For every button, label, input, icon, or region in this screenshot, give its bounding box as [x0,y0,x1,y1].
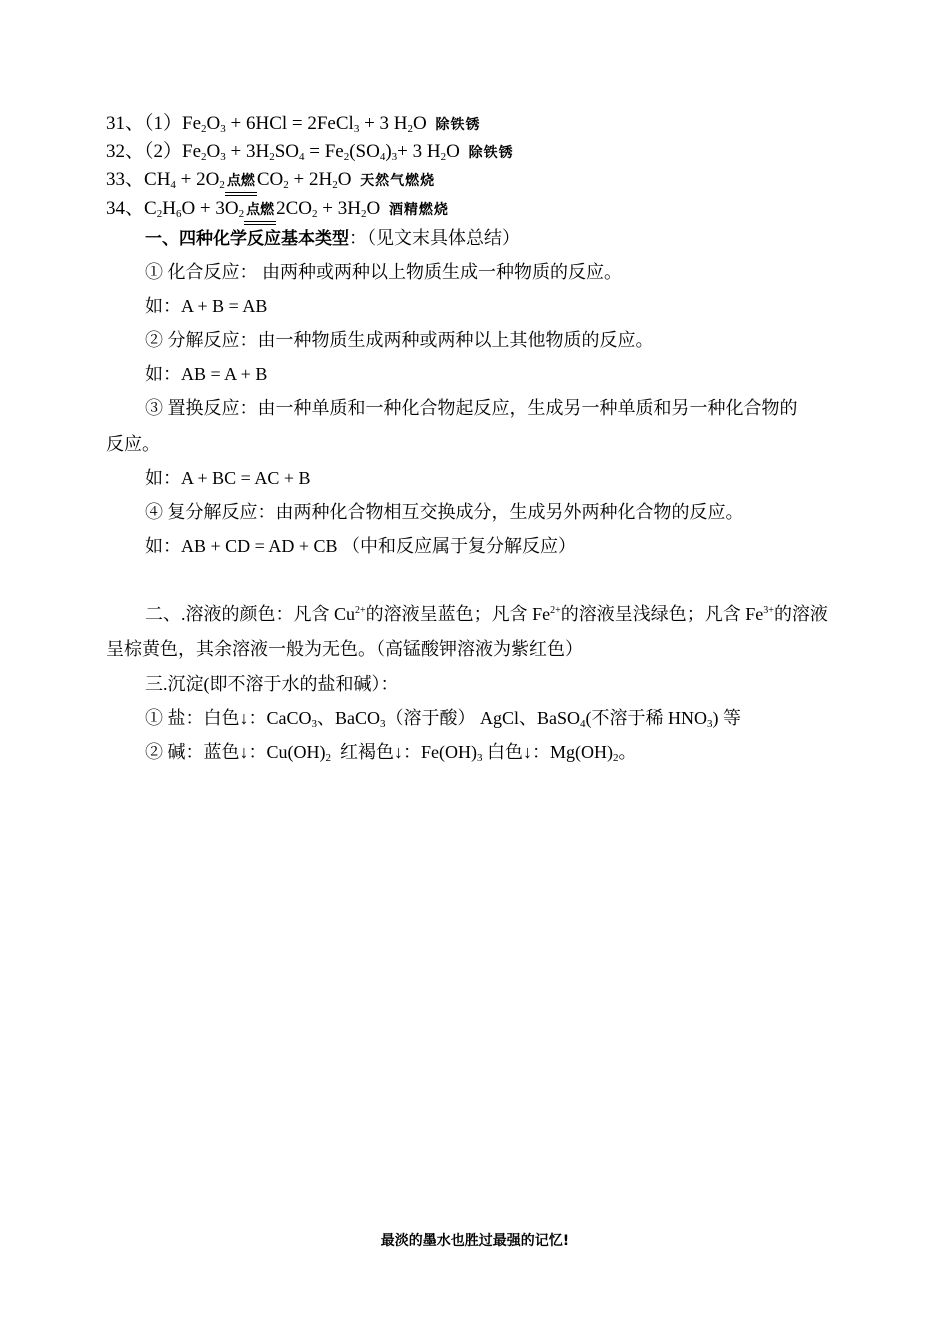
reaction-combination-example: 如：A + B = AB [145,296,268,316]
solution-colors: 二、.溶液的颜色：凡含 $Cu^{2+}$的溶液呈蓝色；凡含 $Fe^{2+}$的溶液呈浅绿色；凡含 $Fe^{3+}$的溶液 [145,604,828,624]
equation-34: 34、$C_2H_6O + 3O_2$ 点燃 $2CO_2 + 3H_2O$ 酒精燃烧 [106,198,449,220]
equation-note: 酒精燃烧 [388,202,449,218]
equation-note: 天然气燃烧 [360,173,436,189]
reaction-condition: 点燃 [225,170,257,192]
reaction-double-decomposition-example: 如：AB + CD = AD + CB （中和反应属于复分解反应） [145,536,576,556]
precipitate-bases: ② 碱：蓝色↓：$Cu(OH)_2$ 红褐色↓：$Fe(OH)_3$ 白色↓：$Mg(OH)_2$。 [145,742,637,764]
footer-motto: 最淡的墨水也胜过最强的记忆! [380,1233,570,1249]
reaction-combination: ① 化合反应： 由两种或两种以上物质生成一种物质的反应。 [145,262,622,282]
reaction-double-decomposition: ④ 复分解反应：由两种化合物相互交换成分，生成另外两种化合物的反应。 [145,502,744,522]
reaction-displacement-cont: 反应。 [106,434,160,454]
equation-31: 31、$(1)Fe_2O_3 + 6HCl$ = 2FeCl$_3$ + 3 $H_2O$ 除铁锈 [106,113,481,135]
precipitate-heading: 三.沉淀(即不溶于水的盐和碱）： [145,674,399,694]
equation-32: 32、$(2)Fe_2O_3 + 3H_2SO_4 = Fe_2(SO_4)_3+ 3$ $H_2O$ 除铁锈 [106,141,514,163]
reaction-decomposition: ② 分解反应：由一种物质生成两种或两种以上其他物质的反应。 [145,330,654,350]
reaction-condition: 点燃 [244,199,276,221]
reaction-displacement: ③ 置换反应：由一种单质和一种化合物起反应，生成另一种单质和另一种化合物的 [145,398,798,418]
section-1-heading: 一、四种化学反应基本类型：（见文末具体总结） [145,228,520,249]
equation-note: 除铁锈 [468,145,514,161]
solution-colors-cont: 呈棕黄色，其余溶液一般为无色。（高锰酸钾溶液为紫红色） [106,639,583,659]
equation-33: 33、$CH_4 + 2O_2$ 点燃 $CO_2 + 2H_2O$ 天然气燃烧 [106,169,436,191]
reaction-decomposition-example: 如：AB = A + B [145,364,268,384]
reaction-displacement-example: 如：A + BC = AC + B [145,468,311,488]
precipitate-salts: ① 盐：白色↓：CaCO$_3$、BaCO$_3$（溶于酸） AgCl、BaSO$_4$(不溶于稀 $HNO_3$) 等 [145,708,742,730]
equation-note: 除铁锈 [435,117,481,133]
